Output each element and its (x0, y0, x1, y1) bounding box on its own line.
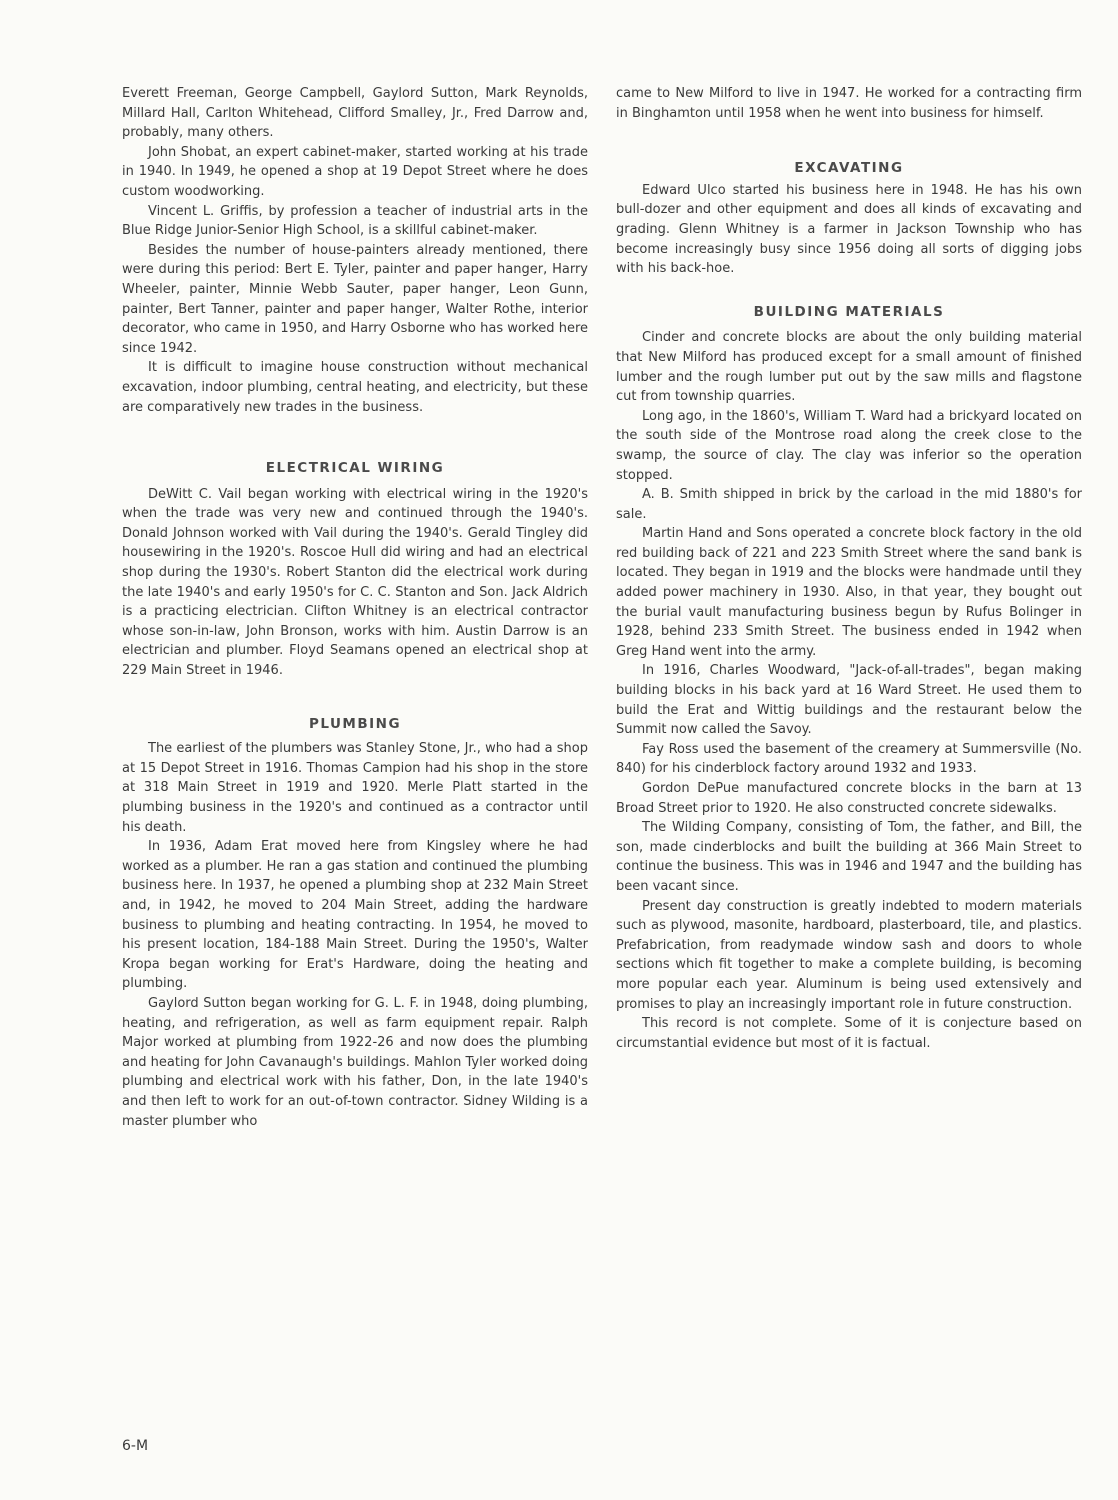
paragraph: Cinder and concrete blocks are about the only building material that New Milford has produced except for a small amount of finished lumber and the rough lumber put out by the saw mills and flagstone cut from township quarries. (616, 330, 1082, 405)
paragraph: Vincent L. Griffis, by profession a teacher of industrial arts in the Blue Ridge Junior-Senior High School, is a skillful cabinet-maker. (122, 203, 588, 239)
paragraph: came to New Milford to live in 1947. He worked for a contracting firm in Binghamton until 1958 when he went into business for himself. (616, 86, 1082, 121)
paragraph: Long ago, in the 1860's, William T. Ward had a brickyard located on the south side of the Montrose road along the creek close to the swamp, the source of clay. The clay was inferior so the operation stopped. (616, 408, 1082, 483)
paragraph: In 1916, Charles Woodward, "Jack-of-all-trades", began making building blocks in his back yard at 16 Ward Street. He used them to build the Erat and Wittig buildings and the restaurant below the Summit now called the Savoy. (616, 663, 1082, 738)
paragraph: This record is not complete. Some of it is conjecture based on circumstantial evidence but most of it is factual. (616, 1016, 1082, 1051)
section-heading-building-materials: BUILDING MATERIALS (753, 303, 945, 320)
paragraph: Everett Freeman, George Campbell, Gaylord Sutton, Mark Reynolds, Millard Hall, Carlton Whitehead, Clifford Smalley, Jr., Fred Darrow and, probably, many others. (122, 86, 588, 141)
paragraph: Present day construction is greatly indebted to modern materials such as plywood, masonite, hardboard, plasterboard, tile, and plastics. Prefabrication, from readymade window sash and doors to whole sections which fit together to make a complete building, is becoming more popular each year. Aluminum is being used extensively and promises to play an increasingly important role in future construction. (616, 898, 1082, 1012)
section-heading-plumbing: PLUMBING (308, 715, 402, 732)
left-column (122, 84, 588, 1131)
right-column (616, 84, 1082, 1053)
page-number: 6-M (122, 1438, 149, 1454)
paragraph: Fay Ross used the basement of the creamery at Summersville (No. 840) for his cinderblock factory around 1932 and 1933. (616, 741, 1082, 777)
paragraph: The earliest of the plumbers was Stanley Stone, Jr., who had a shop at 15 Depot Street in 1916. Thomas Campion had his shop in the store at 318 Main Street in 1919 and 1920. Merle Platt started in the plumbing business in the 1920's and continued as a contractor until his death. (122, 741, 588, 835)
paragraph: Gordon DePue manufactured concrete blocks in the barn at 13 Broad Street prior to 1920. He also constructed concrete sidewalks. (616, 781, 1082, 816)
paragraph: John Shobat, an expert cabinet-maker, started working at his trade in 1940. In 1949, he opened a shop at 19 Depot Street where he does custom woodworking. (122, 144, 588, 199)
paragraph: Besides the number of house-painters already mentioned, there were during this period: Bert E. Tyler, painter and paper hanger, Harry Wheeler, painter, Minnie Webb Sauter, paper hanger, Leon Gunn, painter, Bert Tanner, painter and paper hanger, Walter Rothe, interior decorator, who came in 1950, and Harry Osborne who has worked here since 1942. (122, 242, 588, 356)
paragraph: The Wilding Company, consisting of Tom, the father, and Bill, the son, made cinderblocks and built the building at 366 Main Street to continue the business. This was in 1946 and 1947 and the building has been vacant since. (616, 820, 1082, 894)
paragraph: It is difficult to imagine house construction without mechanical excavation, indoor plumbing, central heating, and electricity, but these are comparatively new trades in the business. (122, 360, 588, 415)
paragraph: Gaylord Sutton began working for G. L. F. in 1948, doing plumbing, heating, and refrigeration, as well as farm equipment repair. Ralph Major worked at plumbing from 1922-26 and now does the plumbing and heating for John Cavanaugh's buildings. Mahlon Tyler worked doing plumbing and electrical work with his father, Don, in the late 1940's and then left to work for an out-of-town contractor. Sidney Wilding is a master plumber who (122, 995, 588, 1129)
section-heading-electrical-wiring: ELECTRICAL WIRING (265, 460, 445, 477)
paragraph: Edward Ulco started his business here in 1948. He has his own bull-dozer and other equipment and does all kinds of excavating and grading. Glenn Whitney is a farmer in Jackson Township who has become increasingly busy since 1956 doing all sorts of digging jobs with his back-hoe. (616, 182, 1082, 277)
paragraph: In 1936, Adam Erat moved here from Kingsley where he had worked as a plumber. He ran a gas station and continued the plumbing business here. In 1937, he opened a plumbing shop at 232 Main Street and, in 1942, he moved to 204 Main Street, adding the hardware business to plumbing and heating contracting. In 1954, he moved to his present location, 184-188 Main Street. During the 1950's, Walter Kropa began working for Erat's Hardware, doing the heating and plumbing. (122, 839, 588, 992)
paragraph: A. B. Smith shipped in brick by the carload in the mid 1880's for sale. (616, 487, 1082, 522)
section-heading-excavating: EXCAVATING (794, 160, 904, 177)
paragraph: DeWitt C. Vail began working with electrical wiring in the 1920's when the trade was very new and continued through the 1940's. Donald Johnson worked with Vail during the 1940's. Gerald Tingley did housewiring in the 1920's. Roscoe Hull did wiring and had an electrical shop during the 1930's. Robert Stanton did the electrical work during the late 1940's and early 1950's for C. C. Stanton and Son. Jack Aldrich is a practicing electrician. Clifton Whitney is an electrical contractor whose son-in-law, John Bronson, works with him. Austin Darrow is an electrician and plumber. Floyd Seamans opened an electrical shop at 229 Main Street in 1946. (122, 486, 588, 679)
paragraph: Martin Hand and Sons operated a concrete block factory in the old red building back of 221 and 223 Smith Street where the sand bank is located. They began in 1919 and the blocks were handmade until they added power machinery in 1930. Also, in that year, they bought out the burial vault manufacturing business begun by Rufus Bolinger in 1928, behind 233 Smith Street. The business ended in 1942 when Greg Hand went into the army. (616, 526, 1082, 659)
